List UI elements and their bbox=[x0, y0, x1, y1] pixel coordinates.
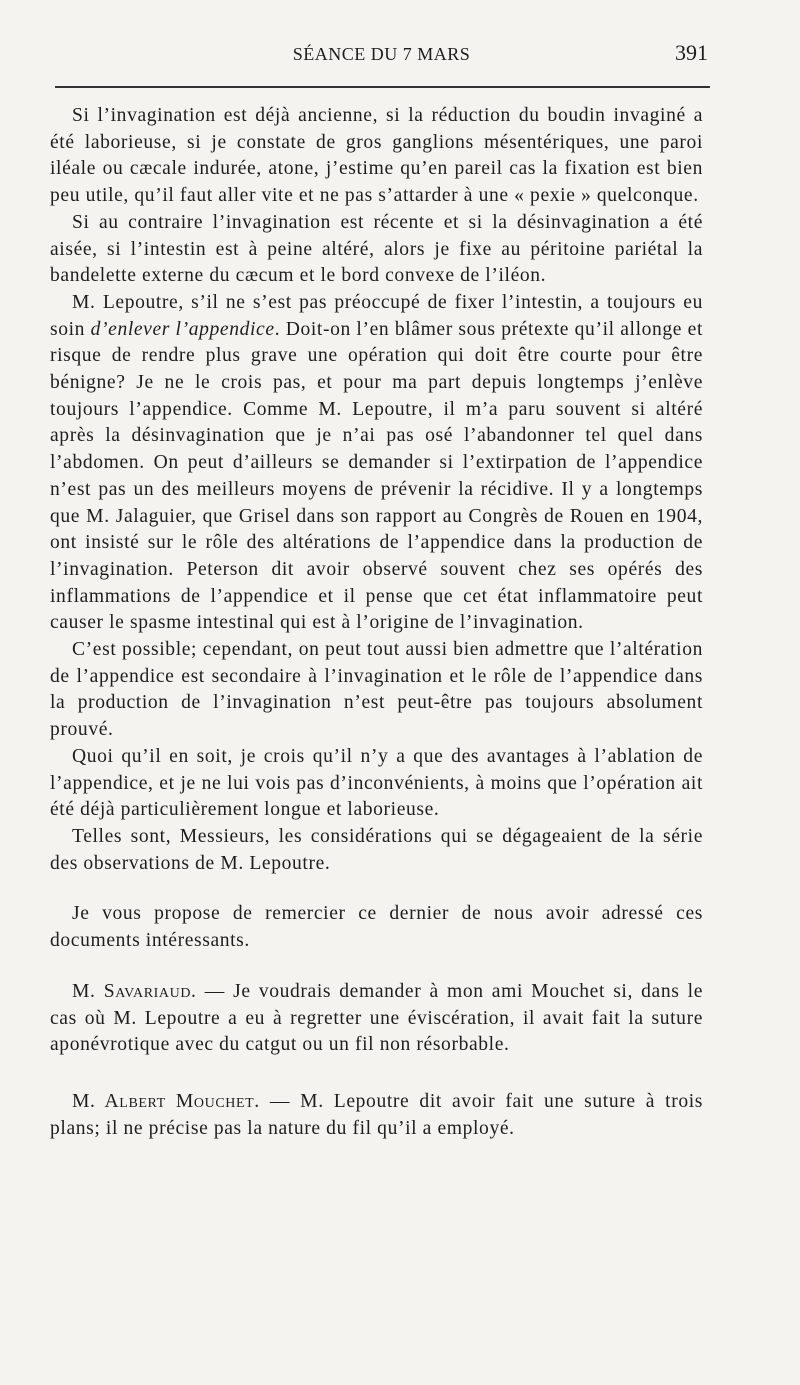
speaker-name: M. Albert Mouchet. bbox=[72, 1090, 260, 1112]
paragraph: Quoi qu’il en soit, je crois qu’il n’y a que des avantages à l’ablation de l’appendice, et je ne lui vois pas d’inconvénients, à moins que l’opération ait été déjà particulièrement longue et laborieuse. bbox=[50, 745, 703, 821]
running-header bbox=[55, 40, 708, 74]
running-title: SÉANCE DU 7 MARS bbox=[292, 44, 471, 64]
paragraph bbox=[50, 290, 703, 637]
paragraph-text: — M. Lepoutre dit avoir fait une suture à trois plans; il ne précise pas la nature du fil qu’il a employé. bbox=[50, 1090, 703, 1139]
page-number: 391 bbox=[675, 40, 708, 65]
paragraph-text: — Je voudrais demander à mon ami Mouchet si, dans le cas où M. Lepoutre a eu à regretter une éviscération, il avait fait la suture aponévrotique avec du catgut ou un fil non résorbable. bbox=[50, 980, 703, 1056]
italic-phrase: d’enlever l’appendice bbox=[90, 318, 275, 340]
header-rule bbox=[55, 86, 710, 88]
paragraph: Si au contraire l’invagination est récente et si la désinvagination a été aisée, si l’intestin est à peine altéré, alors je fixe au péritoine pariétal la bandelette externe du cæcum et le bord convexe de l’iléon. bbox=[50, 211, 703, 287]
paragraph: Telles sont, Messieurs, les considérations qui se dégageaient de la série des observations de M. Lepoutre. bbox=[50, 825, 703, 874]
speaker-name: M. Savariaud. bbox=[72, 980, 197, 1002]
body-text bbox=[50, 103, 703, 1142]
paragraph: Si l’invagination est déjà ancienne, si la réduction du boudin invaginé a été laborieuse, si je constate de gros ganglions mésentériques, une paroi iléale ou cæcale indurée, atone, j’estime qu’en pareil cas la fixation est bien peu utile, qu’il faut aller vite et ne pas s’attarder à une « pexie » quelconque. bbox=[50, 105, 703, 207]
paragraph: Je vous propose de remercier ce dernier de nous avoir adressé ces documents intéressants. bbox=[50, 903, 703, 952]
paragraph bbox=[50, 979, 703, 1059]
paragraph-text: . Doit-on l’en blâmer sous prétexte qu’il allonge et risque de rendre plus grave une opération qui doit être courte pour être bénigne? Je ne le crois pas, et pour ma part depuis longtemps j’enlève toujours l’appendice. Comme M. Lepoutre, il m’a paru souvent si altéré après la désinvagination que je n’ai pas osé l’abandonner tel quel dans l’abdomen. On peut d’ailleurs se demander si l’extirpation de l’appendice n’est pas un des meilleurs moyens de prévenir la récidive. Il y a longtemps que M. Jalaguier, que Grisel dans son rapport au Congrès de Rouen en 1904, ont insisté sur le rôle des altérations de l’appendice dans la production de l’invagination. Peterson dit avoir observé souvent chez ses opérés des inflammations de l’appendice et il pense que cet état inflammatoire peut causer le spasme intestinal qui est à l’origine de l’invagination. bbox=[50, 318, 704, 634]
paragraph-text: M. Lepoutre, s’il ne s’est pas préoccupé de fixer l’intestin, a toujours eu soin bbox=[50, 291, 703, 340]
paragraph bbox=[50, 1089, 703, 1142]
paragraph: C’est possible; cependant, on peut tout aussi bien admettre que l’altération de l’appendice est secondaire à l’invagination et le rôle de l’appendice dans la production de l’invagination n’est peut-être pas toujours absolument prouvé. bbox=[50, 639, 703, 741]
